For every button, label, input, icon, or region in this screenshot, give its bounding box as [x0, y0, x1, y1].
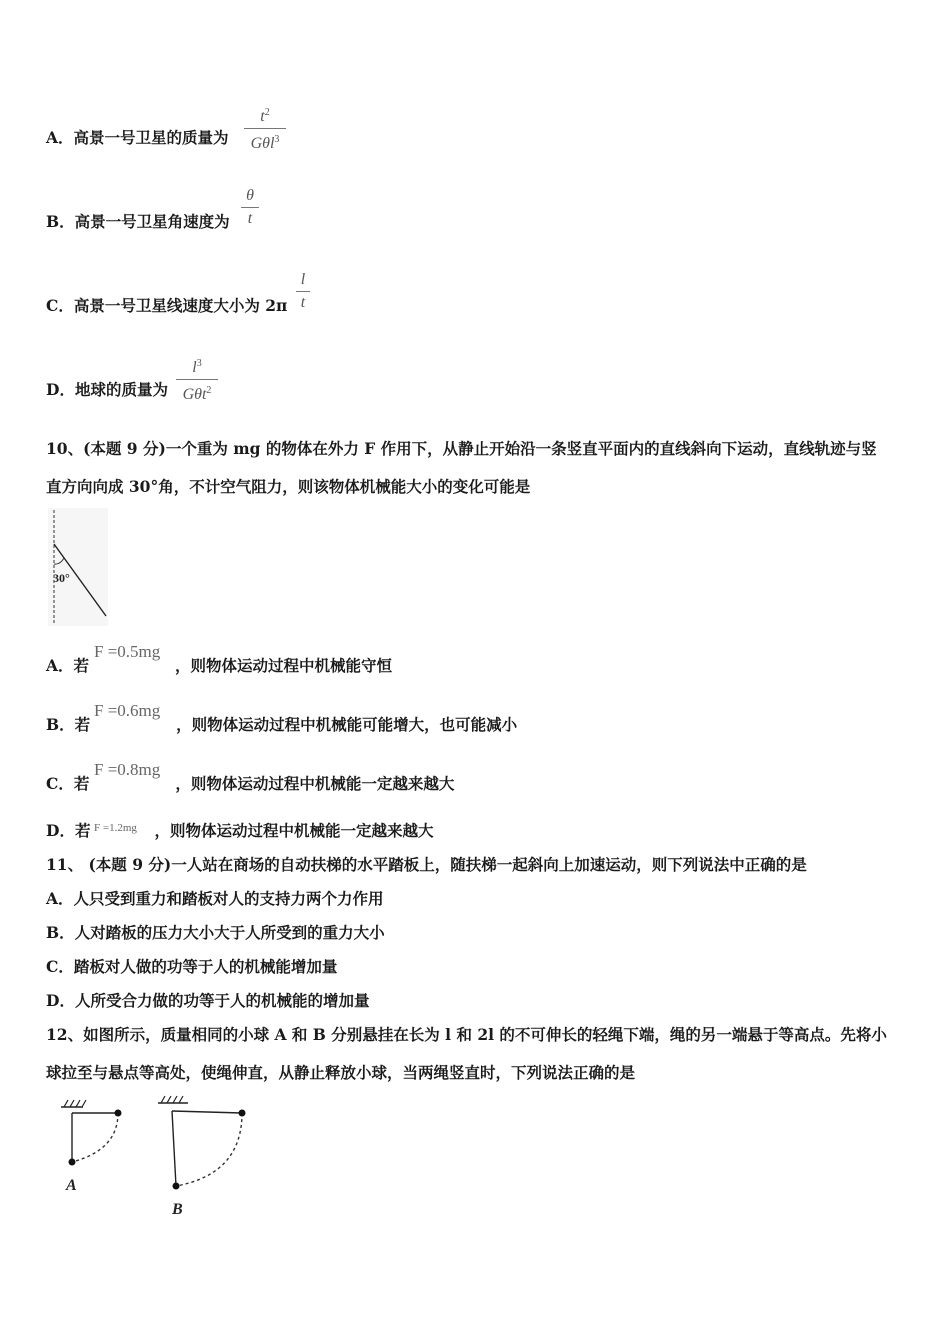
q11-option-b: B．人对踏板的压力大小大于人所受到的重力大小	[46, 923, 385, 942]
q11-option-d: D．人所受合力做的功等于人的机械能的增加量	[46, 991, 370, 1010]
q10-b-formula: F =0.6mg	[94, 701, 161, 720]
label-b: B	[172, 1201, 183, 1218]
q9-option-d: D．地球的质量为	[46, 380, 168, 399]
q10-figure	[48, 508, 108, 626]
q9-a-fraction: $t^2$ Gθl$^3$	[244, 104, 286, 153]
q10-figure-bg	[48, 508, 108, 626]
ball-a	[69, 1159, 76, 1166]
ball-b-start	[239, 1110, 246, 1117]
q12-stem-line1: 12、如图所示，质量相同的小球 A 和 B 分别悬挂在长为 l 和 2l 的不可伸长的轻绳下端，绳的另一端悬于等高点。先将小	[46, 1025, 887, 1044]
q9-c-fraction: l t	[296, 271, 310, 312]
ball-b	[173, 1183, 180, 1190]
q10-option-a: A．若 ，则物体运动过程中机械能守恒	[46, 656, 393, 675]
label-a: A	[66, 1177, 77, 1194]
q9-option-a: A．高景一号卫星的质量为	[46, 128, 229, 147]
q10-c-formula: F =0.8mg	[94, 760, 161, 779]
q10-option-d: D．若 ，则物体运动过程中机械能一定越来越大	[46, 821, 434, 840]
vertical-string-b	[172, 1111, 176, 1186]
pendulum-b	[158, 1096, 246, 1218]
angle-label: 30°	[53, 571, 70, 585]
q10-option-c: C．若 ，则物体运动过程中机械能一定越来越大	[46, 774, 455, 793]
q12-stem-line2: 球拉至与悬点等高处，使绳伸直，从静止释放小球，当两绳竖直时，下列说法正确的是	[46, 1063, 636, 1082]
swing-path-a	[72, 1113, 118, 1162]
q10-stem-line2: 直方向向成 30°角，不计空气阻力，则该物体机械能大小的变化可能是	[46, 477, 531, 496]
q10-stem-line1: 10、(本题 9 分)一个重为 mg 的物体在外力 F 作用下，从静止开始沿一条竖直平面内的直线斜向下运动，直线轨迹与竖	[46, 439, 877, 458]
q10-a-formula: F =0.5mg	[94, 642, 161, 661]
q9-option-b: B．高景一号卫星角速度为	[46, 212, 230, 231]
q10-option-b: B．若 ，则物体运动过程中机械能可能增大，也可能减小	[46, 715, 518, 734]
q9-b-fraction: θ t	[241, 187, 259, 228]
swing-path-b	[176, 1113, 242, 1186]
q12-figure	[56, 1094, 266, 1224]
q11-option-c: C．踏板对人做的功等于人的机械能增加量	[46, 957, 338, 976]
horizontal-string-b	[172, 1111, 242, 1113]
ball-a-start	[115, 1110, 122, 1117]
q9-d-fraction: $l^3$ Gθt$^2$	[176, 355, 218, 404]
q11-option-a: A．人只受到重力和踏板对人的支持力两个力作用	[46, 889, 384, 908]
q11-stem: 11、 (本题 9 分)一人站在商场的自动扶梯的水平踏板上，随扶梯一起斜向上加速运动，则下列说法中正确的是	[46, 855, 807, 874]
q9-option-c: C．高景一号卫星线速度大小为 2π	[46, 296, 288, 315]
pendulum-a	[61, 1100, 122, 1194]
q10-d-formula: F =1.2mg	[94, 822, 137, 834]
